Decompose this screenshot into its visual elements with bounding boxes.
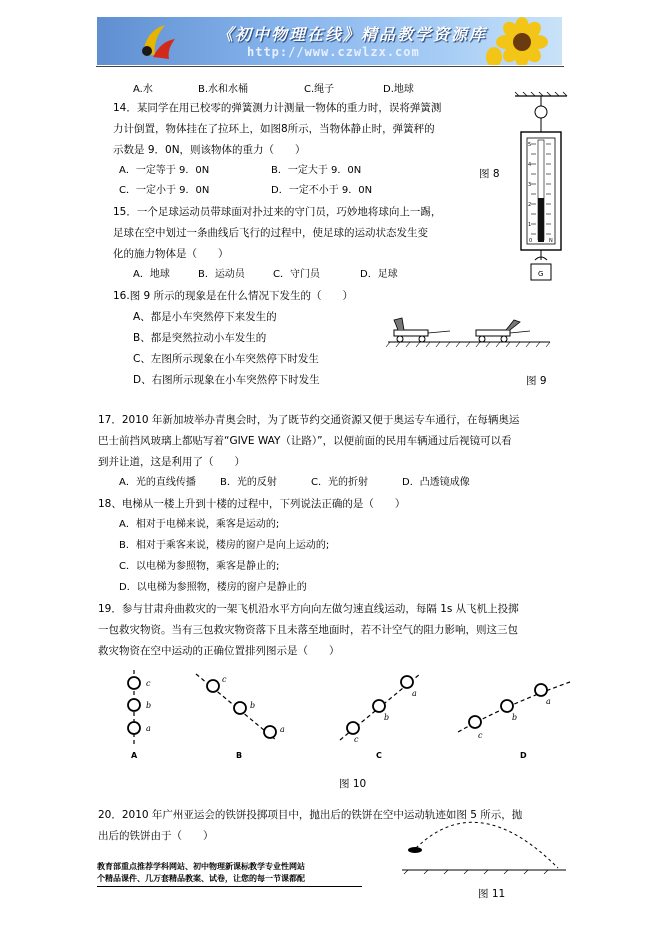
q16-option-d: D、右图所示现象在小车突然停下时发生 <box>133 374 320 386</box>
q17-option-d: D．凸透镜成像 <box>402 477 470 488</box>
q14-option-a: A．一定等于 9．0N <box>119 165 210 176</box>
q17-option-a: A．光的直线传播 <box>119 477 196 488</box>
q14-line-1: 14．某同学在用已校零的弹簧测力计测量一物体的重力时，误将弹簧测 <box>113 102 442 114</box>
q17-line-2: 巴士前挡风玻璃上都贴写着“GIVE WAY（让路）”，以便前面的民用车辆通过后视镜可以看 <box>98 435 512 447</box>
point-label: a <box>412 689 417 698</box>
figure-8-label: 图 8 <box>479 168 500 180</box>
q13-option-a: A.水 <box>133 84 153 95</box>
panel-label-b: B <box>236 751 243 760</box>
q18-option-d: D．以电梯为参照物，楼房的窗户是静止的 <box>119 582 307 593</box>
q19-line-1: 19．参与甘肃舟曲救灾的一架飞机沿水平方向向左做匀速直线运动，每隔 1s 从飞机上投掷 <box>98 603 519 615</box>
scale-number: 0 <box>529 238 533 244</box>
q17-option-c: C．光的折射 <box>311 477 368 488</box>
header-rule <box>96 66 564 67</box>
q15-option-a: A．地球 <box>133 269 170 280</box>
point-label: c <box>146 679 151 688</box>
site-logo-icon <box>135 21 179 61</box>
q13-option-c: C.绳子 <box>304 84 335 95</box>
q18-option-a: A．相对于电梯来说，乘客是运动的; <box>119 519 280 530</box>
point-label: c <box>478 731 483 740</box>
point-label: b <box>384 713 390 722</box>
scale-number: 5 <box>528 142 532 148</box>
point-label: a <box>546 697 551 706</box>
point-label: c <box>354 735 359 744</box>
panel-label-d: D <box>520 751 527 760</box>
scale-unit: N <box>549 238 553 244</box>
q15-line-3: 化的施力物体是（ ） <box>113 248 229 260</box>
q19-line-2: 一包救灾物资。当有三包救灾物资落下且未落至地面时，若不计空气的阻力影响，则这三包 <box>98 624 518 636</box>
scale-number: 3 <box>528 182 532 188</box>
panel-label-c: C <box>376 751 382 760</box>
figure-11-label: 图 11 <box>478 888 506 900</box>
footer-rule <box>97 886 362 887</box>
q13-option-d: D.地球 <box>383 84 414 95</box>
weight-label: G <box>538 270 544 278</box>
scale-number: 4 <box>528 162 532 168</box>
footer-line-1: 教育部重点推荐学科网站、初中物理新课标教学专业性网站 <box>97 862 305 871</box>
figure-11-discus-trajectory <box>398 808 568 878</box>
q13-option-b: B.水和水桶 <box>198 84 249 95</box>
figure-10-label: 图 10 <box>339 778 367 790</box>
point-label: a <box>146 724 151 733</box>
q16-stem: 16.图 9 所示的现象是在什么情况下发生的（ ） <box>113 290 354 302</box>
figure-9-label: 图 9 <box>526 375 547 387</box>
point-label: b <box>512 713 518 722</box>
q18-option-b: B．相对于乘客来说，楼房的窗户是向上运动的; <box>119 540 330 551</box>
q18-stem: 18、电梯从一楼上升到十楼的过程中，下列说法正确的是（ ） <box>98 498 406 510</box>
q15-option-b: B．运动员 <box>198 269 245 280</box>
figure-10-drop-positions <box>118 668 578 768</box>
q14-line-3: 示数是 9．0N，则该物体的重力（ ） <box>113 144 306 156</box>
point-label: c <box>222 675 227 684</box>
q18-option-c: C．以电梯为参照物，乘客是静止的; <box>119 561 280 572</box>
q14-option-b: B．一定大于 9．0N <box>271 165 362 176</box>
q15-line-2: 足球在空中划过一条曲线后飞行的过程中，使足球的运动状态发生变 <box>113 227 428 239</box>
scale-number: 2 <box>528 202 532 208</box>
q17-line-1: 17．2010 年新加坡举办青奥会时，为了既节约交通资源又便于奥运专车通行，在每辆奥运 <box>98 414 520 426</box>
q19-line-3: 救灾物资在空中运动的正确位置排列图示是（ ） <box>98 645 340 657</box>
q15-option-d: D．足球 <box>360 269 398 280</box>
q14-line-2: 力计倒置，物体挂在了拉环上，如图8所示，当物体静止时，弹簧秤的 <box>113 123 435 135</box>
figure-9-carts <box>380 316 560 356</box>
header-banner <box>97 17 562 65</box>
q14-option-c: C．一定小于 9．0N <box>119 185 210 196</box>
sunflower-icon <box>486 17 558 65</box>
panel-label-a: A <box>131 751 138 760</box>
footer-line-2: 个精品课件、几万套精品教案、试卷，让您的每一节课都配 <box>97 874 305 883</box>
q16-option-c: C、左图所示现象在小车突然停下时发生 <box>133 353 319 365</box>
q16-option-a: A、都是小车突然停下来发生的 <box>133 311 277 323</box>
point-label: b <box>250 701 256 710</box>
q15-option-c: C．守门员 <box>273 269 320 280</box>
point-label: b <box>146 701 152 710</box>
scale-number: 1 <box>528 222 532 228</box>
q16-option-b: B、都是突然拉动小车发生的 <box>133 332 267 344</box>
q20-line-2: 出后的铁饼由于（ ） <box>98 830 214 842</box>
q15-line-1: 15．一个足球运动员带球面对扑过来的守门员，巧妙地将球向上一踢， <box>113 206 442 218</box>
q17-option-b: B．光的反射 <box>220 477 277 488</box>
q14-option-d: D．一定不小于 9．0N <box>271 185 373 196</box>
point-label: a <box>280 725 285 734</box>
header-title: 《初中物理在线》精品教学资源库 <box>217 25 488 44</box>
header-url[interactable]: http://www.czwlzx.com <box>247 45 420 59</box>
figure-8-spring-scale <box>505 92 575 292</box>
q20-line-1: 20．2010 年广州亚运会的铁饼投掷项目中，抛出后的铁饼在空中运动轨迹如图 5 所示，抛 <box>98 809 523 821</box>
q17-line-3: 到并让道，这是利用了（ ） <box>98 456 245 468</box>
